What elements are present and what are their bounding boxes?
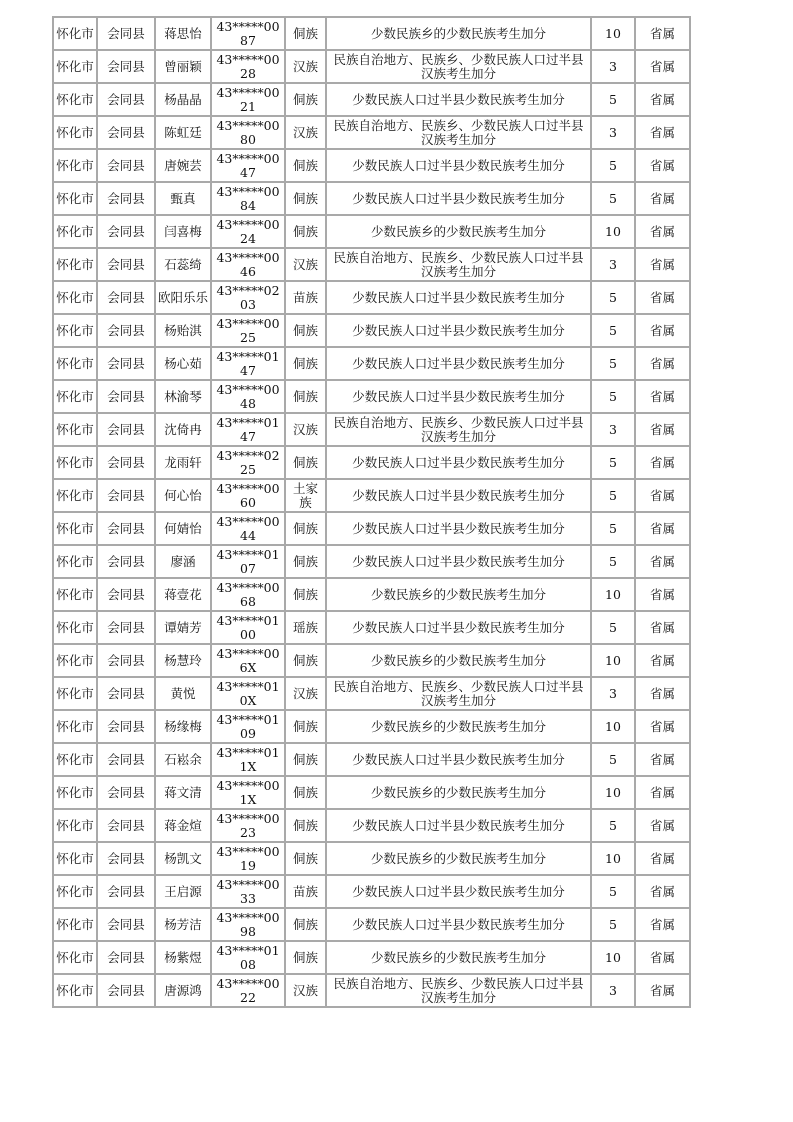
bonus-item-cell: 少数民族乡的少数民族考生加分 — [326, 710, 591, 743]
city-cell: 怀化市 — [53, 281, 97, 314]
bonus-item-cell: 民族自治地方、民族乡、少数民族人口过半县汉族考生加分 — [326, 50, 591, 83]
bonus-item-cell: 少数民族乡的少数民族考生加分 — [326, 215, 591, 248]
bonus-points-cell: 3 — [591, 677, 635, 710]
bonus-points-cell: 5 — [591, 545, 635, 578]
county-cell: 会同县 — [97, 941, 155, 974]
id-number-cell: 43*****0108 — [211, 941, 285, 974]
bonus-points-cell: 5 — [591, 512, 635, 545]
ethnicity-cell: 苗族 — [285, 281, 326, 314]
city-cell: 怀化市 — [53, 149, 97, 182]
bonus-points-cell: 5 — [591, 743, 635, 776]
city-cell: 怀化市 — [53, 677, 97, 710]
id-number-cell: 43*****006X — [211, 644, 285, 677]
table-row — [53, 677, 690, 710]
ethnicity-cell: 侗族 — [285, 17, 326, 50]
city-cell: 怀化市 — [53, 413, 97, 446]
table-row — [53, 578, 690, 611]
id-number-cell: 43*****0109 — [211, 710, 285, 743]
bonus-points-cell: 3 — [591, 50, 635, 83]
id-number-cell: 43*****0060 — [211, 479, 285, 512]
county-cell: 会同县 — [97, 149, 155, 182]
level-cell: 省属 — [635, 611, 690, 644]
name-cell: 石崧余 — [155, 743, 211, 776]
id-number-cell: 43*****0087 — [211, 17, 285, 50]
county-cell: 会同县 — [97, 347, 155, 380]
bonus-item-cell: 少数民族人口过半县少数民族考生加分 — [326, 545, 591, 578]
bonus-item-cell: 少数民族乡的少数民族考生加分 — [326, 578, 591, 611]
table-row — [53, 50, 690, 83]
city-cell: 怀化市 — [53, 743, 97, 776]
level-cell: 省属 — [635, 215, 690, 248]
bonus-points-cell: 10 — [591, 644, 635, 677]
table-row — [53, 149, 690, 182]
ethnicity-cell: 汉族 — [285, 248, 326, 281]
table-row — [53, 974, 690, 1007]
bonus-points-cell: 5 — [591, 314, 635, 347]
name-cell: 王启源 — [155, 875, 211, 908]
ethnicity-cell: 侗族 — [285, 149, 326, 182]
county-cell: 会同县 — [97, 116, 155, 149]
city-cell: 怀化市 — [53, 182, 97, 215]
bonus-item-cell: 少数民族人口过半县少数民族考生加分 — [326, 83, 591, 116]
county-cell: 会同县 — [97, 281, 155, 314]
bonus-points-cell: 3 — [591, 116, 635, 149]
bonus-points-cell: 5 — [591, 83, 635, 116]
city-cell: 怀化市 — [53, 578, 97, 611]
ethnicity-cell: 侗族 — [285, 512, 326, 545]
ethnicity-cell: 侗族 — [285, 347, 326, 380]
table-row — [53, 743, 690, 776]
id-number-cell: 43*****0147 — [211, 413, 285, 446]
county-cell: 会同县 — [97, 776, 155, 809]
table-row — [53, 611, 690, 644]
bonus-item-cell: 少数民族乡的少数民族考生加分 — [326, 644, 591, 677]
name-cell: 龙雨轩 — [155, 446, 211, 479]
bonus-points-cell: 5 — [591, 380, 635, 413]
table-row — [53, 842, 690, 875]
table-body — [53, 17, 690, 1007]
level-cell: 省属 — [635, 776, 690, 809]
bonus-item-cell: 少数民族人口过半县少数民族考生加分 — [326, 380, 591, 413]
level-cell: 省属 — [635, 182, 690, 215]
name-cell: 闫喜梅 — [155, 215, 211, 248]
ethnicity-cell: 侗族 — [285, 842, 326, 875]
bonus-points-cell: 5 — [591, 809, 635, 842]
id-number-cell: 43*****0098 — [211, 908, 285, 941]
id-number-cell: 43*****0084 — [211, 182, 285, 215]
level-cell: 省属 — [635, 314, 690, 347]
id-number-cell: 43*****0046 — [211, 248, 285, 281]
ethnicity-cell: 侗族 — [285, 215, 326, 248]
city-cell: 怀化市 — [53, 809, 97, 842]
ethnicity-cell: 侗族 — [285, 743, 326, 776]
county-cell: 会同县 — [97, 875, 155, 908]
name-cell: 谭婧芳 — [155, 611, 211, 644]
ethnicity-cell: 汉族 — [285, 413, 326, 446]
id-number-cell: 43*****0100 — [211, 611, 285, 644]
name-cell: 杨缘梅 — [155, 710, 211, 743]
name-cell: 何婧怡 — [155, 512, 211, 545]
bonus-item-cell: 民族自治地方、民族乡、少数民族人口过半县汉族考生加分 — [326, 974, 591, 1007]
table-row — [53, 314, 690, 347]
city-cell: 怀化市 — [53, 842, 97, 875]
bonus-points-cell: 3 — [591, 413, 635, 446]
ethnicity-cell: 侗族 — [285, 644, 326, 677]
id-number-cell: 43*****011X — [211, 743, 285, 776]
bonus-item-cell: 民族自治地方、民族乡、少数民族人口过半县汉族考生加分 — [326, 413, 591, 446]
bonus-points-cell: 5 — [591, 875, 635, 908]
name-cell: 杨芳洁 — [155, 908, 211, 941]
city-cell: 怀化市 — [53, 248, 97, 281]
level-cell: 省属 — [635, 347, 690, 380]
ethnicity-cell: 苗族 — [285, 875, 326, 908]
level-cell: 省属 — [635, 908, 690, 941]
level-cell: 省属 — [635, 149, 690, 182]
id-number-cell: 43*****0048 — [211, 380, 285, 413]
level-cell: 省属 — [635, 677, 690, 710]
bonus-points-cell: 5 — [591, 149, 635, 182]
ethnicity-cell: 瑶族 — [285, 611, 326, 644]
level-cell: 省属 — [635, 380, 690, 413]
level-cell: 省属 — [635, 50, 690, 83]
name-cell: 杨贻淇 — [155, 314, 211, 347]
county-cell: 会同县 — [97, 17, 155, 50]
ethnicity-cell: 侗族 — [285, 380, 326, 413]
ethnicity-cell: 侗族 — [285, 83, 326, 116]
level-cell: 省属 — [635, 974, 690, 1007]
id-number-cell: 43*****0021 — [211, 83, 285, 116]
id-number-cell: 43*****0044 — [211, 512, 285, 545]
county-cell: 会同县 — [97, 908, 155, 941]
table-row — [53, 479, 690, 512]
city-cell: 怀化市 — [53, 50, 97, 83]
level-cell: 省属 — [635, 248, 690, 281]
county-cell: 会同县 — [97, 380, 155, 413]
bonus-item-cell: 少数民族人口过半县少数民族考生加分 — [326, 182, 591, 215]
bonus-item-cell: 少数民族人口过半县少数民族考生加分 — [326, 512, 591, 545]
table-row — [53, 908, 690, 941]
table-row — [53, 116, 690, 149]
bonus-item-cell: 民族自治地方、民族乡、少数民族人口过半县汉族考生加分 — [326, 248, 591, 281]
bonus-points-cell: 10 — [591, 710, 635, 743]
ethnicity-cell: 汉族 — [285, 116, 326, 149]
bonus-item-cell: 少数民族人口过半县少数民族考生加分 — [326, 149, 591, 182]
bonus-points-cell: 10 — [591, 17, 635, 50]
county-cell: 会同县 — [97, 182, 155, 215]
ethnicity-cell: 侗族 — [285, 809, 326, 842]
county-cell: 会同县 — [97, 842, 155, 875]
level-cell: 省属 — [635, 83, 690, 116]
bonus-item-cell: 少数民族人口过半县少数民族考生加分 — [326, 743, 591, 776]
name-cell: 唐源鸿 — [155, 974, 211, 1007]
name-cell: 沈倚冉 — [155, 413, 211, 446]
county-cell: 会同县 — [97, 644, 155, 677]
ethnicity-cell: 侗族 — [285, 776, 326, 809]
ethnicity-cell: 土家族 — [285, 479, 326, 512]
bonus-item-cell: 少数民族人口过半县少数民族考生加分 — [326, 875, 591, 908]
bonus-item-cell: 少数民族乡的少数民族考生加分 — [326, 17, 591, 50]
county-cell: 会同县 — [97, 545, 155, 578]
id-number-cell: 43*****0023 — [211, 809, 285, 842]
ethnicity-cell: 汉族 — [285, 974, 326, 1007]
level-cell: 省属 — [635, 281, 690, 314]
bonus-points-cell: 5 — [591, 182, 635, 215]
id-number-cell: 43*****0047 — [211, 149, 285, 182]
county-cell: 会同县 — [97, 710, 155, 743]
city-cell: 怀化市 — [53, 710, 97, 743]
name-cell: 杨慧玲 — [155, 644, 211, 677]
id-number-cell: 43*****0225 — [211, 446, 285, 479]
ethnicity-cell: 汉族 — [285, 677, 326, 710]
name-cell: 陈虹廷 — [155, 116, 211, 149]
county-cell: 会同县 — [97, 809, 155, 842]
bonus-item-cell: 少数民族乡的少数民族考生加分 — [326, 776, 591, 809]
table-row — [53, 776, 690, 809]
ethnicity-cell: 侗族 — [285, 908, 326, 941]
county-cell: 会同县 — [97, 446, 155, 479]
level-cell: 省属 — [635, 578, 690, 611]
table-row — [53, 17, 690, 50]
name-cell: 廖涵 — [155, 545, 211, 578]
bonus-item-cell: 少数民族人口过半县少数民族考生加分 — [326, 347, 591, 380]
bonus-item-cell: 少数民族乡的少数民族考生加分 — [326, 941, 591, 974]
id-number-cell: 43*****001X — [211, 776, 285, 809]
county-cell: 会同县 — [97, 677, 155, 710]
city-cell: 怀化市 — [53, 941, 97, 974]
county-cell: 会同县 — [97, 248, 155, 281]
ethnicity-cell: 侗族 — [285, 710, 326, 743]
city-cell: 怀化市 — [53, 545, 97, 578]
table-row — [53, 413, 690, 446]
city-cell: 怀化市 — [53, 17, 97, 50]
bonus-item-cell: 少数民族人口过半县少数民族考生加分 — [326, 809, 591, 842]
bonus-points-cell: 5 — [591, 281, 635, 314]
bonus-item-cell: 民族自治地方、民族乡、少数民族人口过半县汉族考生加分 — [326, 116, 591, 149]
table-row — [53, 875, 690, 908]
bonus-points-cell: 5 — [591, 446, 635, 479]
table-row — [53, 809, 690, 842]
level-cell: 省属 — [635, 842, 690, 875]
level-cell: 省属 — [635, 116, 690, 149]
name-cell: 甄真 — [155, 182, 211, 215]
bonus-points-cell: 10 — [591, 215, 635, 248]
table-row — [53, 446, 690, 479]
table-row — [53, 215, 690, 248]
id-number-cell: 43*****0028 — [211, 50, 285, 83]
id-number-cell: 43*****0022 — [211, 974, 285, 1007]
name-cell: 曾丽颖 — [155, 50, 211, 83]
county-cell: 会同县 — [97, 611, 155, 644]
id-number-cell: 43*****0107 — [211, 545, 285, 578]
table-row — [53, 281, 690, 314]
name-cell: 石蕊绮 — [155, 248, 211, 281]
level-cell: 省属 — [635, 644, 690, 677]
bonus-points-cell: 5 — [591, 479, 635, 512]
city-cell: 怀化市 — [53, 314, 97, 347]
id-number-cell: 43*****0025 — [211, 314, 285, 347]
table-row — [53, 941, 690, 974]
city-cell: 怀化市 — [53, 776, 97, 809]
bonus-points-cell: 3 — [591, 974, 635, 1007]
bonus-item-cell: 少数民族乡的少数民族考生加分 — [326, 842, 591, 875]
city-cell: 怀化市 — [53, 644, 97, 677]
city-cell: 怀化市 — [53, 479, 97, 512]
level-cell: 省属 — [635, 512, 690, 545]
id-number-cell: 43*****0147 — [211, 347, 285, 380]
name-cell: 林渝琴 — [155, 380, 211, 413]
city-cell: 怀化市 — [53, 512, 97, 545]
level-cell: 省属 — [635, 17, 690, 50]
level-cell: 省属 — [635, 710, 690, 743]
id-number-cell: 43*****0033 — [211, 875, 285, 908]
ethnicity-cell: 侗族 — [285, 578, 326, 611]
level-cell: 省属 — [635, 809, 690, 842]
county-cell: 会同县 — [97, 215, 155, 248]
bonus-points-cell: 3 — [591, 248, 635, 281]
city-cell: 怀化市 — [53, 380, 97, 413]
level-cell: 省属 — [635, 743, 690, 776]
id-number-cell: 43*****0024 — [211, 215, 285, 248]
table-row — [53, 710, 690, 743]
name-cell: 蒋文清 — [155, 776, 211, 809]
name-cell: 杨紫煜 — [155, 941, 211, 974]
county-cell: 会同县 — [97, 83, 155, 116]
city-cell: 怀化市 — [53, 116, 97, 149]
ethnicity-cell: 侗族 — [285, 182, 326, 215]
bonus-points-table — [52, 16, 691, 1008]
name-cell: 黄悦 — [155, 677, 211, 710]
bonus-item-cell: 少数民族人口过半县少数民族考生加分 — [326, 281, 591, 314]
bonus-points-cell: 10 — [591, 776, 635, 809]
table-row — [53, 347, 690, 380]
ethnicity-cell: 侗族 — [285, 314, 326, 347]
city-cell: 怀化市 — [53, 875, 97, 908]
city-cell: 怀化市 — [53, 611, 97, 644]
level-cell: 省属 — [635, 446, 690, 479]
city-cell: 怀化市 — [53, 446, 97, 479]
id-number-cell: 43*****0203 — [211, 281, 285, 314]
table-row — [53, 380, 690, 413]
county-cell: 会同县 — [97, 314, 155, 347]
table-row — [53, 83, 690, 116]
city-cell: 怀化市 — [53, 83, 97, 116]
city-cell: 怀化市 — [53, 908, 97, 941]
name-cell: 杨心茹 — [155, 347, 211, 380]
level-cell: 省属 — [635, 875, 690, 908]
table-row — [53, 644, 690, 677]
table-row — [53, 545, 690, 578]
id-number-cell: 43*****010X — [211, 677, 285, 710]
county-cell: 会同县 — [97, 974, 155, 1007]
ethnicity-cell: 汉族 — [285, 50, 326, 83]
table-row — [53, 182, 690, 215]
level-cell: 省属 — [635, 545, 690, 578]
bonus-points-cell: 10 — [591, 578, 635, 611]
bonus-item-cell: 民族自治地方、民族乡、少数民族人口过半县汉族考生加分 — [326, 677, 591, 710]
name-cell: 唐婉芸 — [155, 149, 211, 182]
bonus-points-cell: 10 — [591, 842, 635, 875]
ethnicity-cell: 侗族 — [285, 545, 326, 578]
table-row — [53, 248, 690, 281]
county-cell: 会同县 — [97, 578, 155, 611]
county-cell: 会同县 — [97, 479, 155, 512]
name-cell: 蒋壹花 — [155, 578, 211, 611]
ethnicity-cell: 侗族 — [285, 941, 326, 974]
city-cell: 怀化市 — [53, 974, 97, 1007]
name-cell: 蒋金煊 — [155, 809, 211, 842]
name-cell: 欧阳乐乐 — [155, 281, 211, 314]
bonus-points-cell: 10 — [591, 941, 635, 974]
bonus-item-cell: 少数民族人口过半县少数民族考生加分 — [326, 908, 591, 941]
table-row — [53, 512, 690, 545]
county-cell: 会同县 — [97, 50, 155, 83]
bonus-item-cell: 少数民族人口过半县少数民族考生加分 — [326, 446, 591, 479]
level-cell: 省属 — [635, 941, 690, 974]
name-cell: 杨凯文 — [155, 842, 211, 875]
id-number-cell: 43*****0019 — [211, 842, 285, 875]
bonus-item-cell: 少数民族人口过半县少数民族考生加分 — [326, 611, 591, 644]
bonus-points-cell: 5 — [591, 908, 635, 941]
city-cell: 怀化市 — [53, 347, 97, 380]
bonus-item-cell: 少数民族人口过半县少数民族考生加分 — [326, 479, 591, 512]
level-cell: 省属 — [635, 413, 690, 446]
id-number-cell: 43*****0080 — [211, 116, 285, 149]
bonus-item-cell: 少数民族人口过半县少数民族考生加分 — [326, 314, 591, 347]
name-cell: 杨晶晶 — [155, 83, 211, 116]
name-cell: 蒋思怡 — [155, 17, 211, 50]
name-cell: 何心怡 — [155, 479, 211, 512]
bonus-points-cell: 5 — [591, 347, 635, 380]
id-number-cell: 43*****0068 — [211, 578, 285, 611]
city-cell: 怀化市 — [53, 215, 97, 248]
county-cell: 会同县 — [97, 413, 155, 446]
county-cell: 会同县 — [97, 512, 155, 545]
county-cell: 会同县 — [97, 743, 155, 776]
bonus-points-cell: 5 — [591, 611, 635, 644]
ethnicity-cell: 侗族 — [285, 446, 326, 479]
level-cell: 省属 — [635, 479, 690, 512]
